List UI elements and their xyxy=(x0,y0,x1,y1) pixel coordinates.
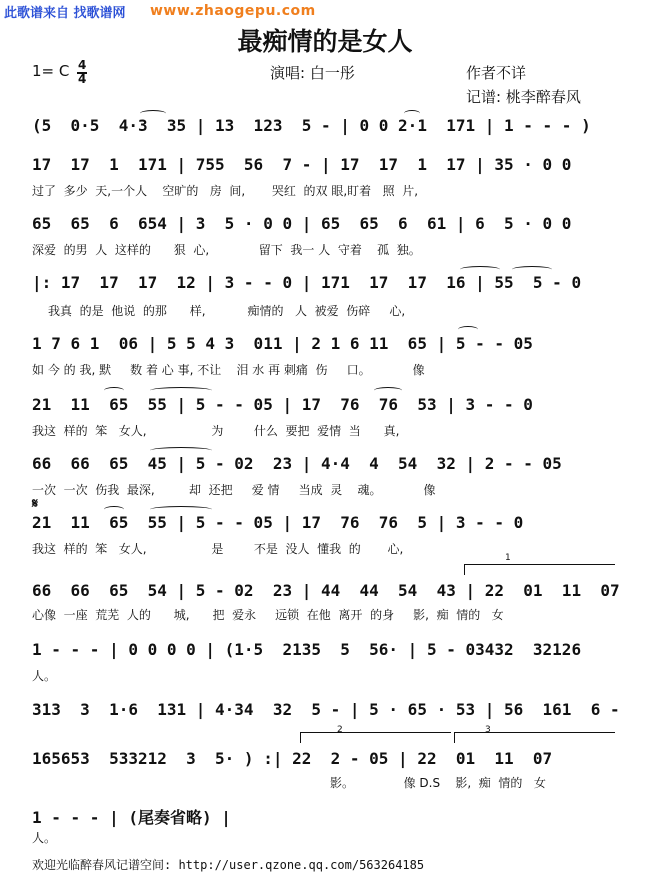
slur xyxy=(374,387,402,394)
score-row-notes: 66 66 65 45 | 5 - 02 23 | 4·4 4 54 32 | 2 - - 05 xyxy=(32,454,562,473)
slur xyxy=(150,387,212,394)
score-row-notes: (5 0·5 4·3 35 | 13 123 5 - | 0 0 2·1 171 | 1 - - - ) xyxy=(32,116,591,135)
score-row-notes: 21 11 65 55 | 5 - - 05 | 17 76 76 53 | 3 - - 0 xyxy=(32,395,533,414)
score-row-lyrics: 人。 xyxy=(32,669,57,683)
score-row-lyrics: 影。 像 D.S 影, 痴 情的 女 xyxy=(330,776,546,790)
score-row-lyrics: 心像 一座 荒芜 人的 城, 把 爱永 远锁 在他 离开 的身 影, 痴 情的 女 xyxy=(32,608,504,622)
score-row-notes: 165653 533212 3 5· ) :| 22 2 - 05 | 22 01 11 07 xyxy=(32,749,553,768)
score-row-lyrics: 我这 样的 笨 女人, 为 什么 要把 爱情 当 真, xyxy=(32,424,400,438)
watermark-url: www.zhaogepu.com xyxy=(150,3,316,19)
composer: 作者不详 xyxy=(466,64,527,82)
score-row-lyrics: 过了 多少 天,一个人 空旷的 房 间, 哭红 的双 眼,盯着 照 片, xyxy=(32,184,419,198)
score-row-lyrics: 我真 的是 他说 的那 样, 痴情的 人 被爱 伤碎 心, xyxy=(48,304,406,318)
volta-3: 3 xyxy=(454,732,615,743)
score-row-notes: 66 66 65 54 | 5 - 02 23 | 44 44 54 43 | 22 01 11 07 xyxy=(32,581,620,600)
score-row-lyrics: 如 今 的 我, 默 数 着 心 事, 不让 泪 水 再 刺痛 伤 口。 像 xyxy=(32,363,425,377)
score-row-lyrics: 我这 样的 笨 女人, 是 不是 没人 懂我 的 心, xyxy=(32,542,404,556)
watermark-cn: 此歌谱来自 找歌谱网 xyxy=(4,6,126,21)
score-row-notes: 1 - - - | 0 0 0 0 | (1·5 2135 5 56· | 5 - 03432 32126 xyxy=(32,640,582,659)
slur xyxy=(104,506,124,513)
segno-sign: 𝄋 xyxy=(32,496,39,512)
score-row-notes: 21 11 65 55 | 5 - - 05 | 17 76 76 5 | 3 - - 0 xyxy=(32,513,524,532)
slur xyxy=(458,326,478,333)
key-signature: 1= C xyxy=(32,62,70,80)
transcriber: 记谱: 桃李醉春风 xyxy=(466,88,581,106)
score-row-notes: 1 7 6 1 06 | 5 5 4 3 011 | 2 1 6 11 65 | 5 - - 05 xyxy=(32,334,533,353)
page-title: 最痴情的是女人 xyxy=(237,27,413,56)
volta-2: 2 xyxy=(300,732,451,743)
slur xyxy=(104,387,124,394)
time-bottom: 4 xyxy=(78,72,87,86)
slur xyxy=(140,110,166,117)
singer: 演唱: 白一彤 xyxy=(270,64,355,82)
slur xyxy=(150,447,212,454)
score-row-notes: 65 65 6 654 | 3 5 · 0 0 | 65 65 6 61 | 6 5 · 0 0 xyxy=(32,214,572,233)
slur xyxy=(460,266,500,273)
time-top: 4 xyxy=(78,58,87,72)
score-row-notes: |: 17 17 17 12 | 3 - - 0 | 171 17 17 16 | 55 5 - 0 xyxy=(32,273,582,292)
score-row-lyrics: 深爱 的男 人 这样的 狠 心, 留下 我一 人 守着 孤 独。 xyxy=(32,243,421,257)
footer-link-text: 欢迎光临醉春风记谱空间: http://user.qzone.qq.com/563264185 xyxy=(32,858,425,872)
score-row-notes: 1 - - - | (尾奏省略) | xyxy=(32,808,231,827)
score-row-notes: 17 17 1 171 | 755 56 7 - | 17 17 1 17 | 35 · 0 0 xyxy=(32,155,572,174)
score-row-notes: 313 3 1·6 131 | 4·34 32 5 - | 5 · 65 · 53 | 56 161 6 - xyxy=(32,700,620,719)
score-row-lyrics: 一次 一次 伤我 最深, 却 还把 爱 情 当成 灵 魂。 像 xyxy=(32,483,436,497)
volta-1: 1 xyxy=(464,564,615,575)
slur xyxy=(150,506,212,513)
slur xyxy=(404,110,420,117)
score-row-lyrics: 人。 xyxy=(32,831,57,845)
slur xyxy=(512,266,552,273)
